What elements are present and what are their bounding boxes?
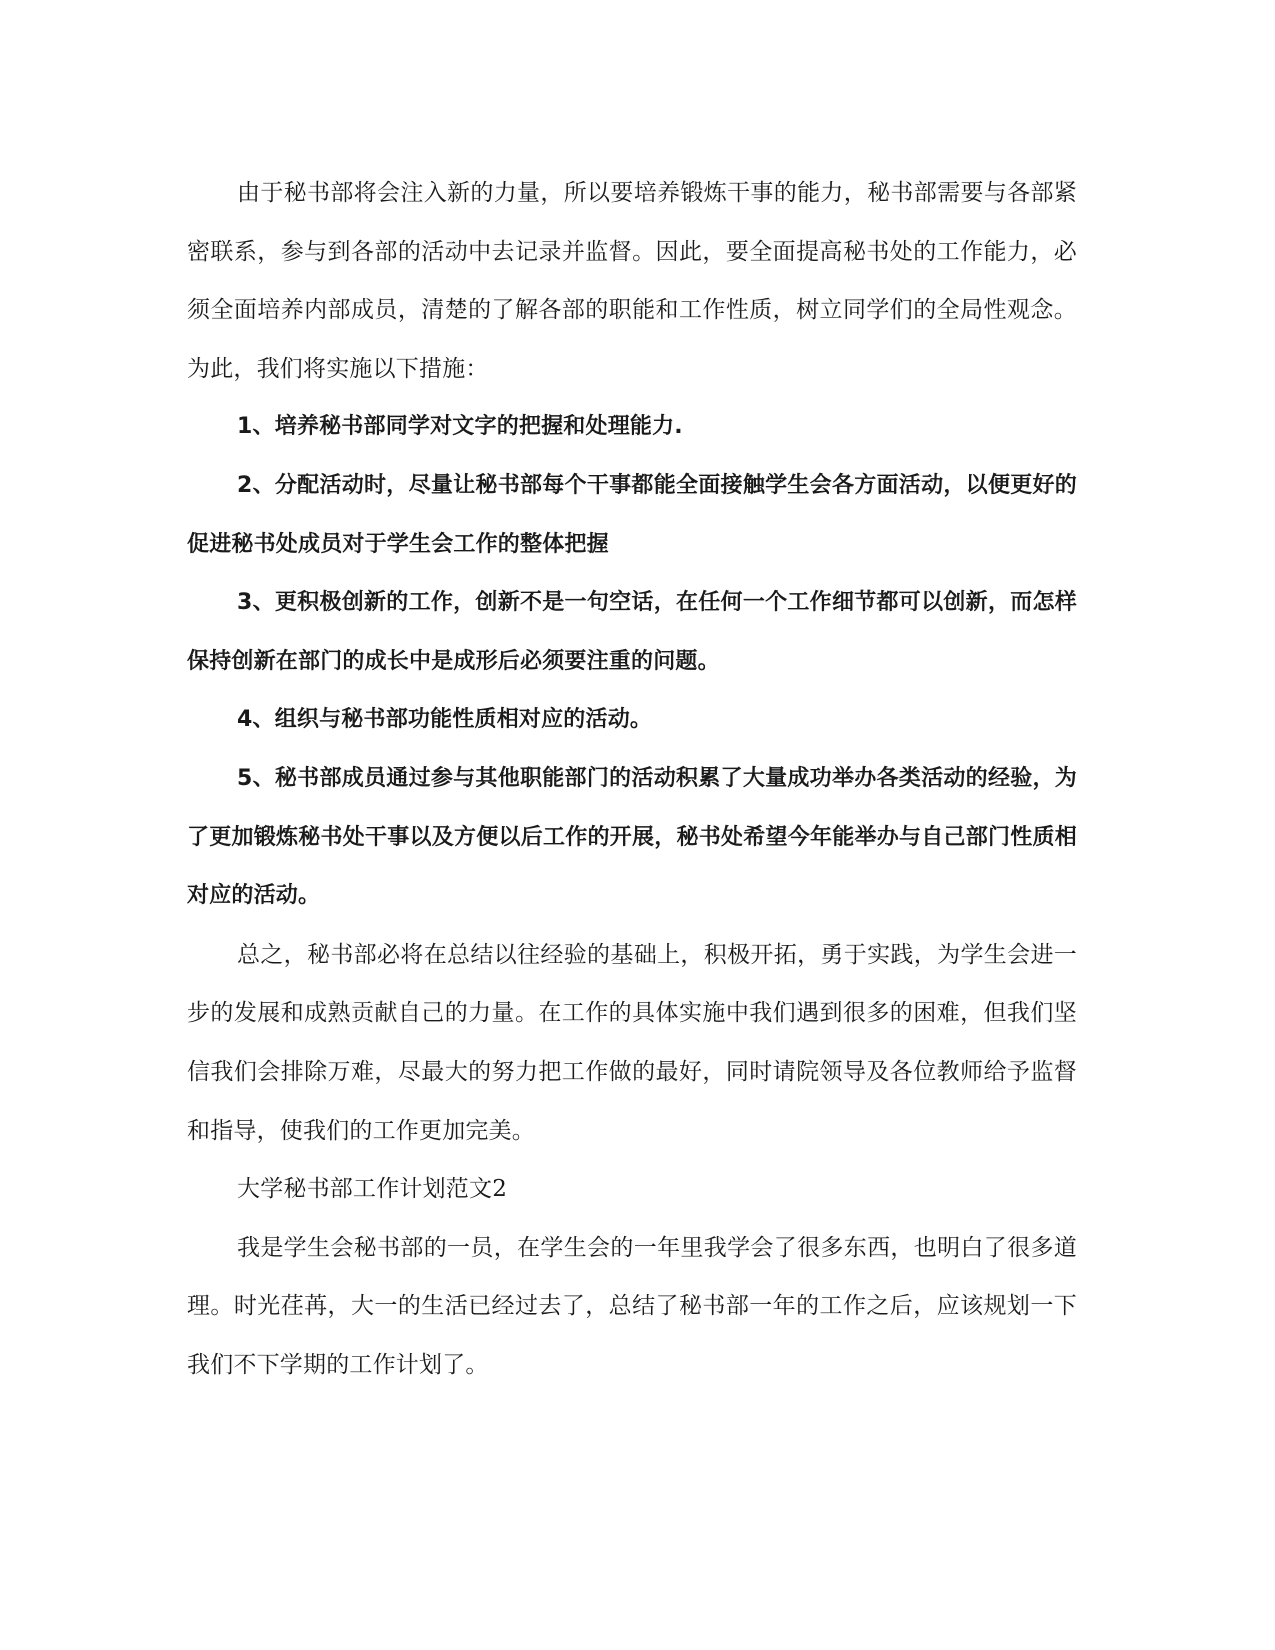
paragraph-summary: 总之，秘书部必将在总结以往经验的基础上，积极开拓，勇于实践，为学生会进一步的发展和成熟贡献自己的力量。在工作的具体实施中我们遇到很多的困难，但我们坚信我们会排除万难，尽最大的努力把工作做的最好，同时请院领导及各位教师给予监督和指导，使我们的工作更加完美。: [187, 941, 1077, 1144]
list-item-4: 4、组织与秘书部功能性质相对应的活动。: [237, 707, 653, 733]
list-item-3: 3、更积极创新的工作，创新不是一句空话，在任何一个工作细节都可以创新，而怎样保持创新在部门的成长中是成形后必须要注重的问题。: [187, 590, 1077, 674]
paragraph-intro: 由于秘书部将会注入新的力量，所以要培养锻炼干事的能力，秘书部需要与各部紧密联系，参与到各部的活动中去记录并监督。因此，要全面提高秘书处的工作能力，必须全面培养内部成员，清楚的了解各部的职能和工作性质，树立同学们的全局性观念。为此，我们将实施以下措施：: [187, 180, 1077, 382]
section-heading: 大学秘书部工作计划范文2: [237, 1176, 508, 1203]
list-item-2: 2、分配活动时，尽量让秘书部每个干事都能全面接触学生会各方面活动，以便更好的促进秘书处成员对于学生会工作的整体把握: [187, 472, 1077, 557]
paragraph-intro-2: 我是学生会秘书部的一员，在学生会的一年里我学会了很多东西，也明白了很多道理。时光荏苒，大一的生活已经过去了，总结了秘书部一年的工作之后，应该规划一下我们不下学期的工作计划了。: [187, 1234, 1077, 1378]
list-item-5: 5、秘书部成员通过参与其他职能部门的活动积累了大量成功举办各类活动的经验，为了更加锻炼秘书处干事以及方便以后工作的开展，秘书处希望今年能举办与自己部门性质相对应的活动。: [187, 765, 1077, 909]
document-body: [187, 164, 1077, 1394]
list-item-1: 1、培养秘书部同学对文字的把握和处理能力.: [237, 414, 683, 440]
